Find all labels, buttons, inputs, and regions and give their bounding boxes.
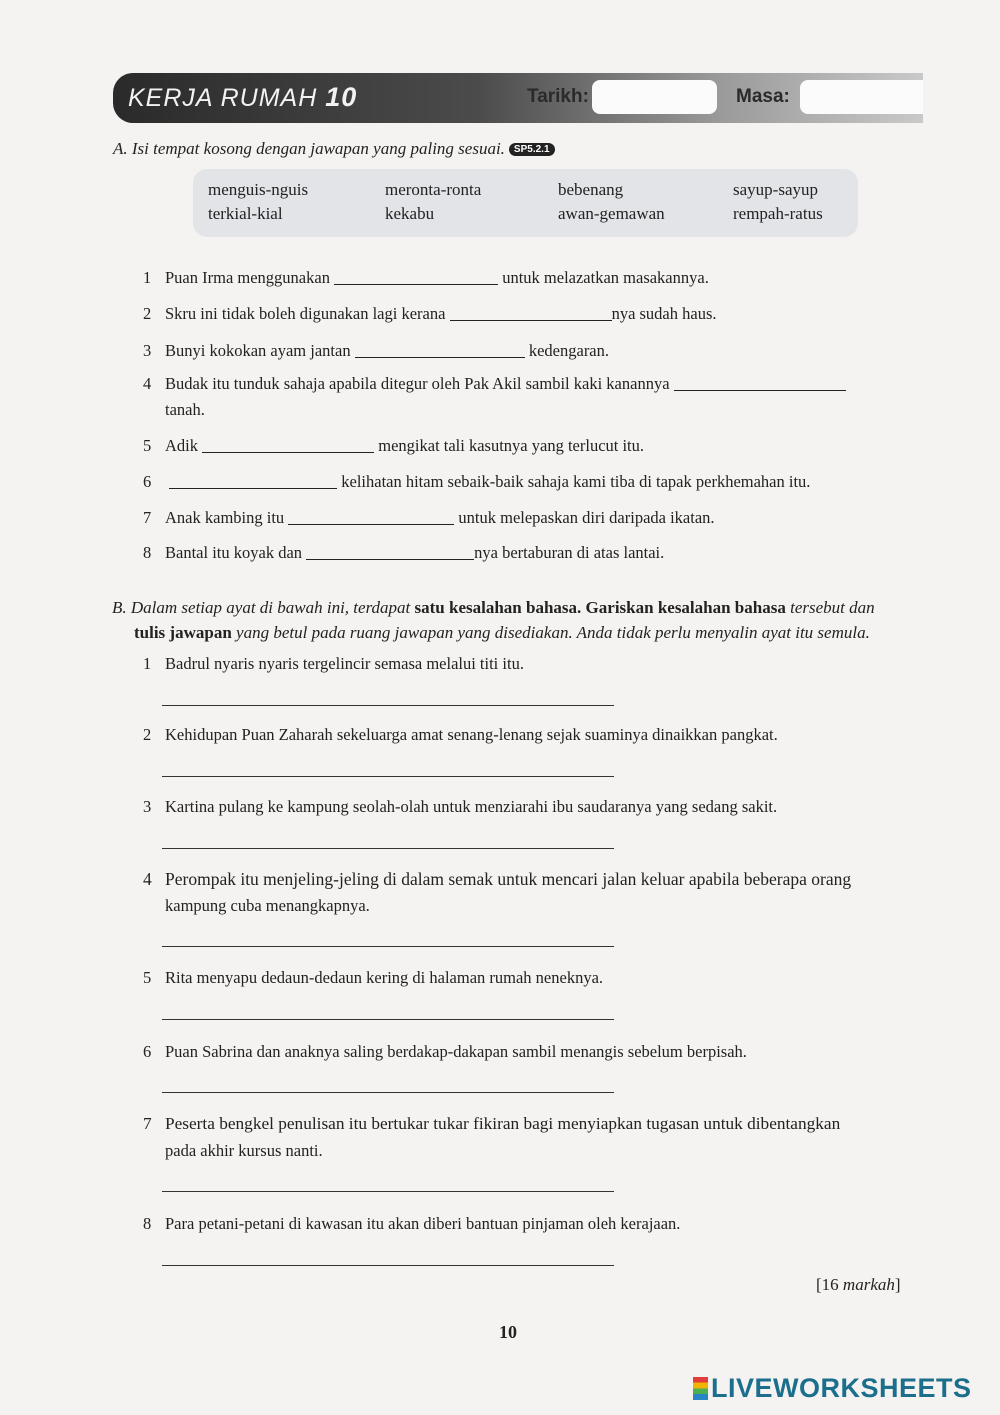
- word-bank-item: meronta-ronta: [385, 180, 482, 199]
- answer-line[interactable]: [162, 848, 614, 849]
- answer-line[interactable]: [162, 1265, 614, 1266]
- answer-blank[interactable]: [202, 452, 374, 453]
- answer-blank[interactable]: [169, 488, 337, 489]
- question-a7: 7 Anak kambing itu untuk melepaskan diri daripada ikatan.: [143, 508, 715, 527]
- question-b7-continued: pada akhir kursus nanti.: [165, 1141, 323, 1160]
- total-marks: [16 markah]: [816, 1275, 901, 1294]
- question-a6: 6 kelihatan hitam sebaik-baik sahaja kami tiba di tapak perkhemahan itu.: [143, 472, 811, 491]
- answer-blank[interactable]: [288, 524, 454, 525]
- word-bank-item: rempah-ratus: [733, 204, 823, 223]
- word-bank-item: terkial-kial: [208, 204, 283, 223]
- date-field[interactable]: [592, 80, 717, 114]
- question-b2: 2 Kehidupan Puan Zaharah sekeluarga amat senang-lenang sejak suaminya dinaikkan pangkat.: [143, 725, 778, 744]
- page-number: 10: [499, 1322, 517, 1342]
- question-a3: 3 Bunyi kokokan ayam jantan kedengaran.: [143, 341, 610, 360]
- answer-line[interactable]: [162, 776, 614, 777]
- skill-badge: SP5.2.1: [509, 143, 555, 156]
- word-bank-item: bebenang: [558, 180, 624, 199]
- answer-line[interactable]: [162, 1019, 614, 1020]
- question-b5: 5 Rita menyapu dedaun-dedaun kering di halaman rumah neneknya.: [143, 968, 604, 987]
- time-field[interactable]: [800, 80, 923, 114]
- question-a2: 2 Skru ini tidak boleh digunakan lagi kerana nya sudah haus.: [143, 304, 717, 323]
- question-b4-continued: kampung cuba menangkapnya.: [165, 896, 370, 915]
- answer-blank[interactable]: [306, 559, 474, 560]
- question-a1: 1 Puan Irma menggunakan untuk melazatkan masakannya.: [143, 268, 709, 287]
- section-a-instruction: A. Isi tempat kosong dengan jawapan yang paling sesuai. SP5.2.1: [113, 139, 555, 159]
- answer-line[interactable]: [162, 946, 614, 947]
- question-a5: 5 Adik mengikat tali kasutnya yang terlucut itu.: [143, 436, 645, 455]
- word-bank-item: sayup-sayup: [733, 180, 818, 199]
- section-b-instruction: B. Dalam setiap ayat di bawah ini, terdapat satu kesalahan bahasa. Gariskan kesalahan bahasa tersebut dan tulis jawapan yang betul pada ruang jawapan yang disediakan. Anda tidak perlu menyalin ayat itu semula.: [112, 598, 875, 642]
- answer-blank[interactable]: [334, 284, 498, 285]
- word-bank-item: kekabu: [385, 204, 435, 223]
- word-bank-item: menguis-nguis: [208, 180, 309, 199]
- answer-blank[interactable]: [674, 390, 846, 391]
- liveworksheets-logo-icon: [693, 1377, 708, 1400]
- answer-line[interactable]: [162, 1191, 614, 1192]
- answer-line[interactable]: [162, 705, 614, 706]
- answer-blank[interactable]: [355, 357, 525, 358]
- answer-line[interactable]: [162, 1092, 614, 1093]
- question-b3: 3 Kartina pulang ke kampung seolah-olah untuk menziarahi ibu saudaranya yang sedang sakit.: [143, 797, 778, 816]
- question-a4-continued: tanah.: [165, 400, 205, 419]
- question-b4: 4 Perompak itu menjeling-jeling di dalam semak untuk mencari jalan keluar apabila beberapa orang: [143, 869, 852, 889]
- question-b6: 6 Puan Sabrina dan anaknya saling berdakap-dakapan sambil menangis sebelum berpisah.: [143, 1042, 747, 1061]
- question-b8: 8 Para petani-petani di kawasan itu akan diberi bantuan pinjaman oleh kerajaan.: [143, 1214, 681, 1233]
- page-title: KERJA RUMAH 10: [128, 82, 358, 112]
- word-bank-item: awan-gemawan: [558, 204, 665, 223]
- date-label: Tarikh:: [527, 86, 589, 107]
- answer-blank[interactable]: [450, 320, 612, 321]
- question-a4: 4 Budak itu tunduk sahaja apabila ditegur oleh Pak Akil sambil kaki kanannya: [143, 374, 846, 394]
- question-a8: 8 Bantal itu koyak dan nya bertaburan di atas lantai.: [143, 543, 665, 562]
- liveworksheets-logo: LIVEWORKSHEETS: [693, 1373, 972, 1404]
- time-label: Masa:: [736, 86, 790, 107]
- question-b7: 7 Peserta bengkel penulisan itu bertukar tukar fikiran bagi menyiapkan tugasan untuk dibentangkan: [143, 1114, 841, 1133]
- question-b1: 1 Badrul nyaris nyaris tergelincir semasa melalui titi itu.: [143, 654, 524, 673]
